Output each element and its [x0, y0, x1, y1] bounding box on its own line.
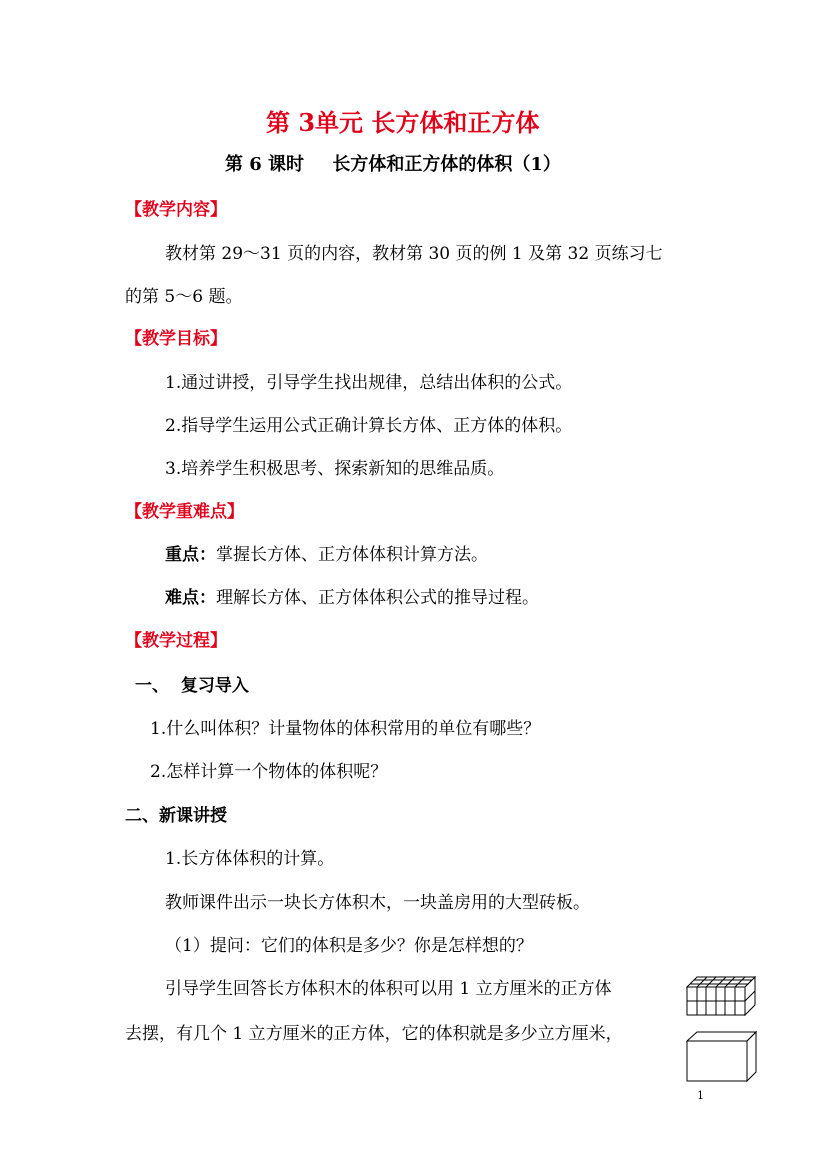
cuboid-figure	[686, 1031, 758, 1083]
paragraph-2: 教师课件出示一块长方体积木，一块盖房用的大型砖板。	[165, 893, 590, 913]
lesson-number: 第 6 课时	[225, 154, 305, 175]
content-line-1: 教材第 29～31 页的内容，教材第 30 页的例 1 及第 32 页练习七	[165, 244, 663, 264]
content-line-2: 的第 5～6 题。	[125, 287, 243, 307]
paragraph-4: 引导学生回答长方体积木的体积可以用 1 立方厘米的正方体	[165, 979, 612, 999]
difficult-text: 理解长方体、正方体体积公式的推导过程。	[216, 588, 539, 608]
content-heading: 【教学内容】	[125, 200, 227, 220]
goals-heading: 【教学目标】	[125, 329, 227, 349]
paragraph-5: 去摆，有几个 1 立方厘米的正方体，它的体积就是多少立方厘米，	[125, 1024, 623, 1044]
paragraph-3: （1）提问：它们的体积是多少？你是怎样想的？	[165, 936, 533, 956]
key-point	[165, 544, 488, 566]
key-text: 掌握长方体、正方体体积计算方法。	[216, 545, 488, 565]
process-heading: 【教学过程】	[125, 631, 227, 651]
key-label: 重点：	[165, 545, 216, 565]
lesson-name: 长方体和正方体的体积（1）	[332, 154, 561, 175]
unit-title: 第 3单元 长方体和正方体	[266, 108, 540, 137]
difficult-point	[165, 587, 539, 609]
part2-heading: 二、新课讲授	[125, 806, 227, 826]
goal-2: 2.指导学生运用公式正确计算长方体、正方体的体积。	[165, 416, 573, 436]
unit-cube-block-figure	[686, 975, 758, 1017]
question-2: 2.怎样计算一个物体的体积呢？	[150, 762, 388, 782]
goal-3: 3.培养学生积极思考、探索新知的思维品质。	[165, 459, 505, 479]
key-heading: 【教学重难点】	[125, 502, 244, 522]
lesson-title	[225, 154, 561, 176]
page-number: 1	[697, 1089, 704, 1102]
difficult-label: 难点：	[165, 588, 216, 608]
question-1: 1.什么叫体积？计量物体的体积常用的单位有哪些？	[150, 719, 541, 739]
paragraph-1: 1.长方体体积的计算。	[165, 849, 335, 869]
part1-heading: 一、 复习导入	[135, 676, 249, 696]
goal-1: 1.通过讲授，引导学生找出规律，总结出体积的公式。	[165, 373, 573, 393]
